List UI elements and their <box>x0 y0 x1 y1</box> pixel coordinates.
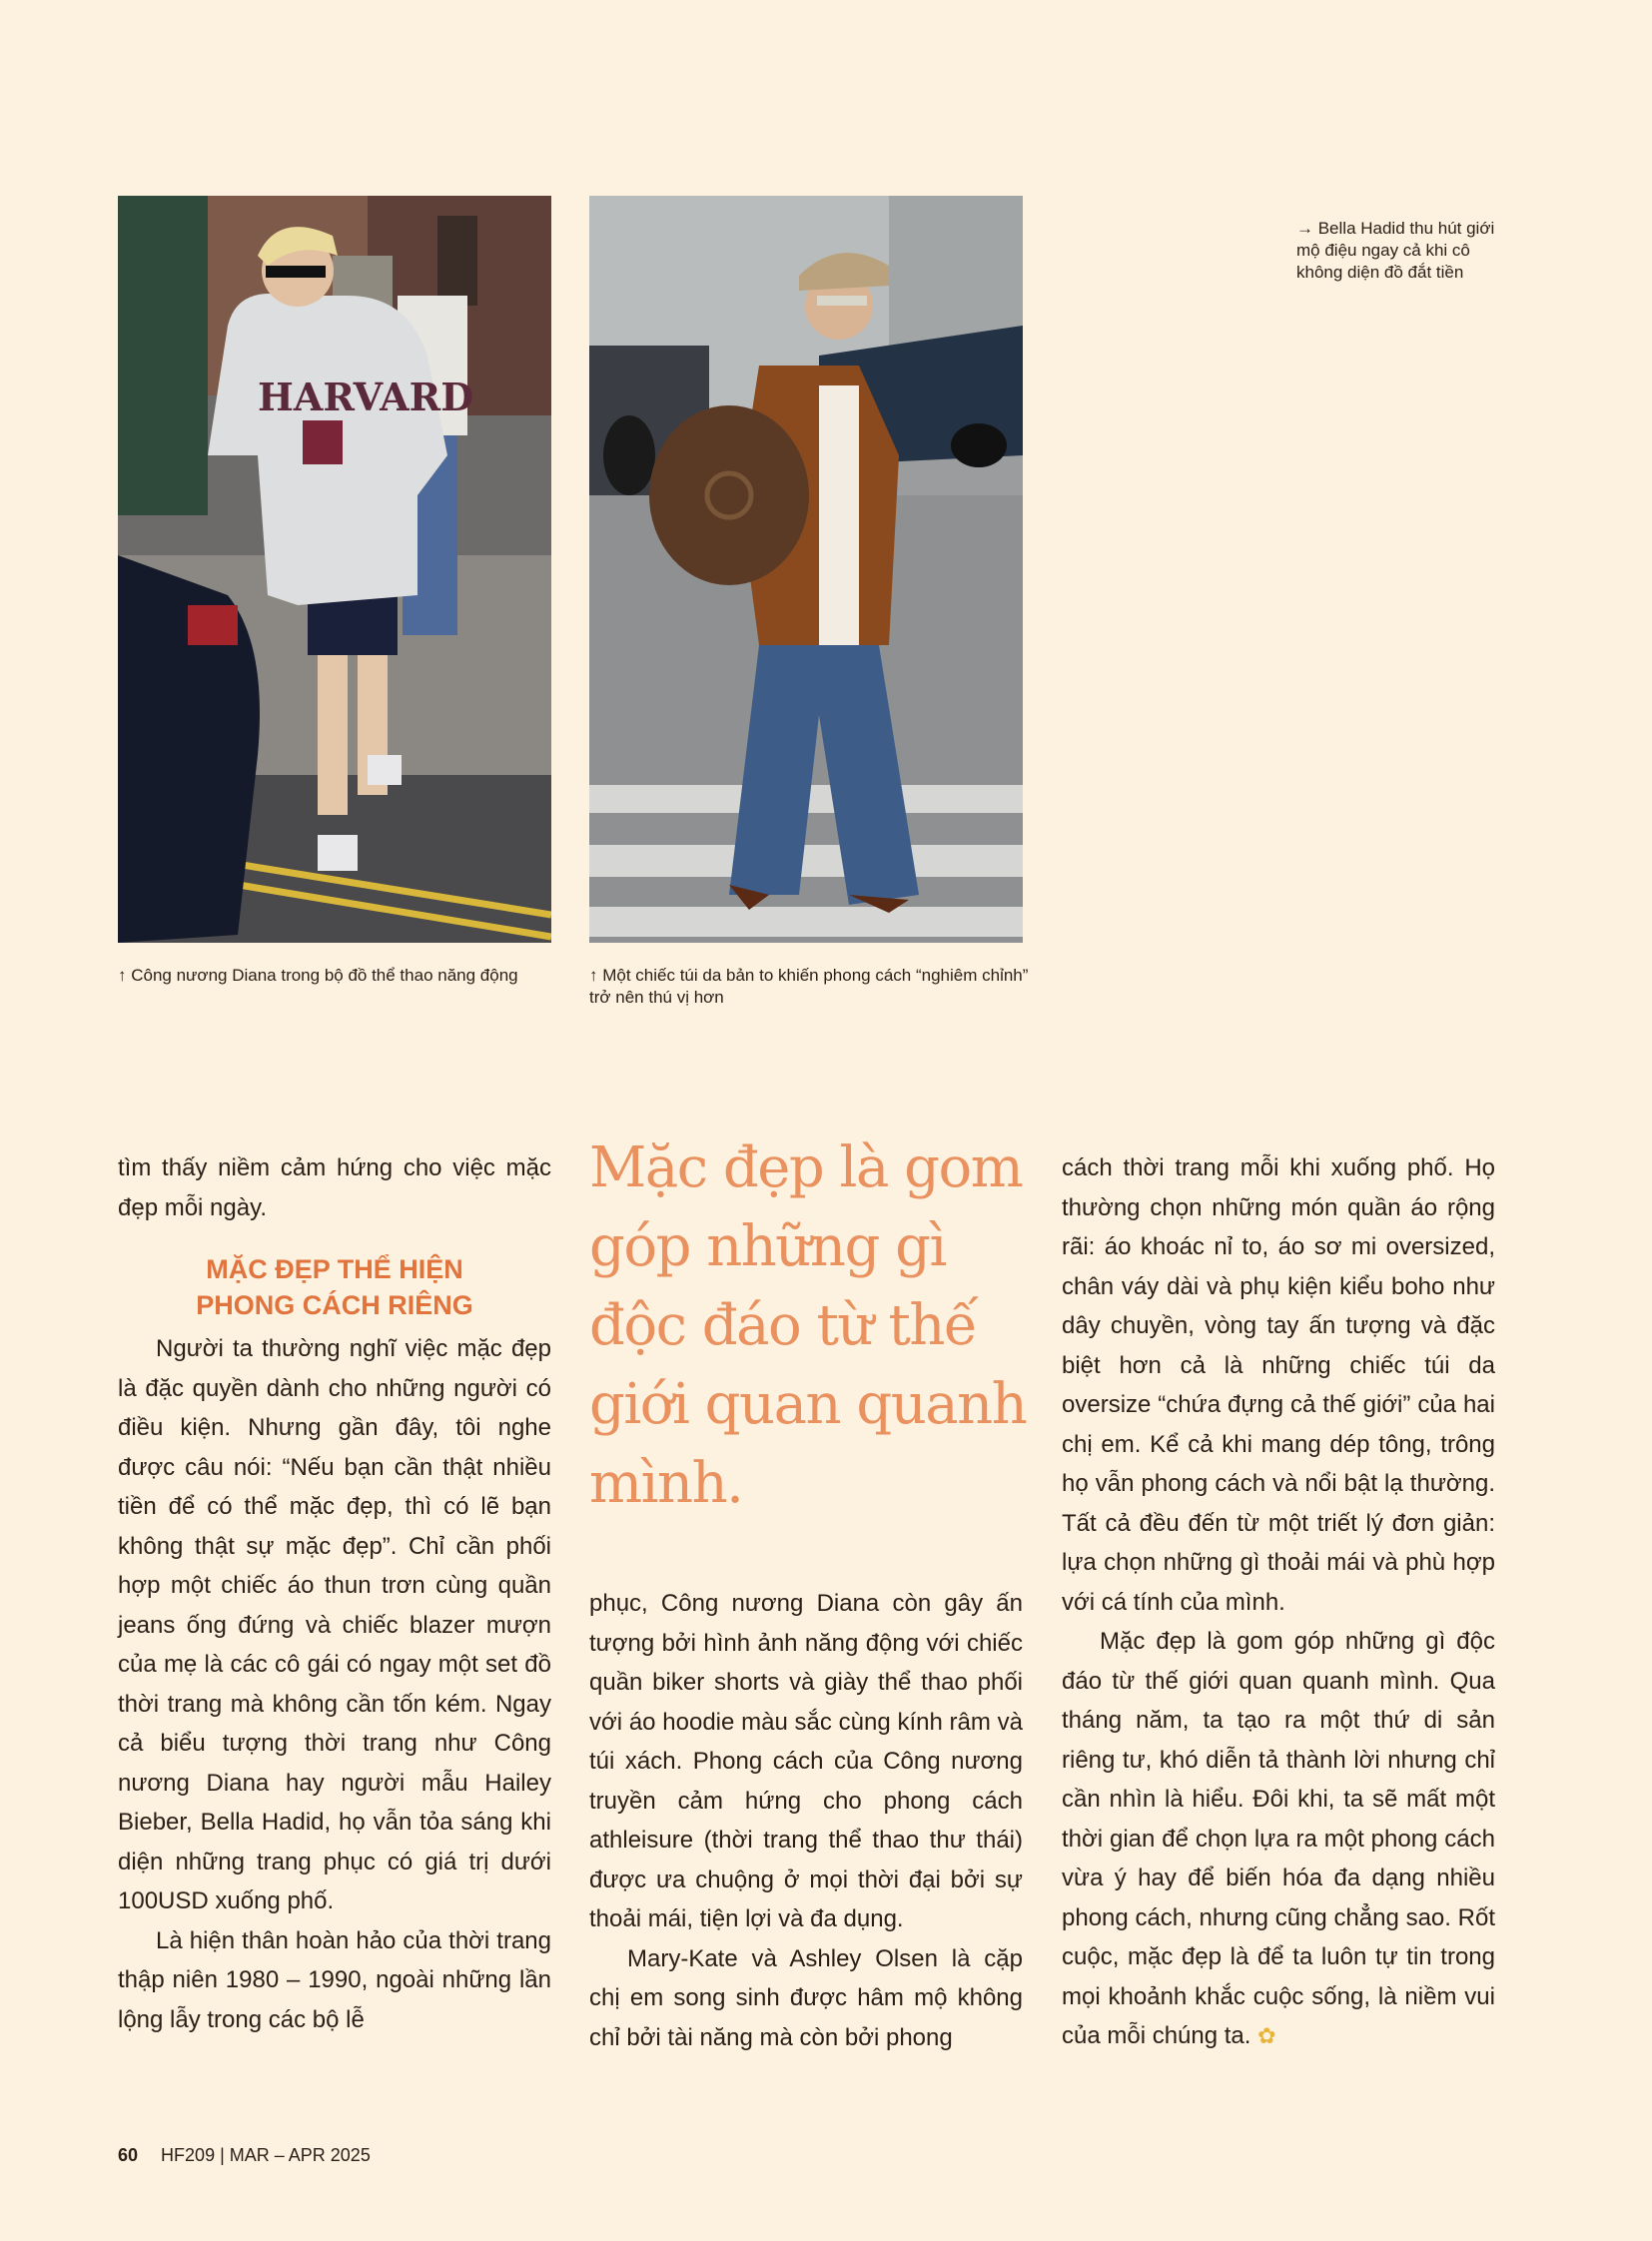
column-3-paragraph-2 <box>1062 1622 1495 2056</box>
page-footer <box>118 2145 371 2166</box>
section-heading-line-2: PHONG CÁCH RIÊNG <box>196 1290 473 1320</box>
section-heading <box>118 1251 551 1323</box>
bella-hadid-photo <box>589 196 1023 943</box>
diana-photo <box>118 196 551 943</box>
sweatshirt-harvard-text: HARVARD <box>258 374 474 419</box>
column-1-paragraph-1: Người ta thường nghĩ việc mặc đẹp là đặc quyền dành cho những người có điều kiện. Nhưng gần đây, tôi nghe được câu nói: “Nếu bạn cần thật nhiều tiền để có thể mặc đẹp, thì có lẽ bạn không thật sự mặc đẹp”. Chỉ cần phối hợp một chiếc áo thun trơn cùng quần jeans ống đứng và chiếc blazer mượn của mẹ là các cô gái có ngay một set đồ thời trang mà không cần tốn kém. Ngay cả biểu tượng thời trang như Công nương Diana hay người mẫu Hailey Bieber, Bella Hadid, họ vẫn tỏa sáng khi diện những trang phục có giá trị dưới 100USD xuống phố. <box>118 1335 551 1914</box>
column-3-paragraph-2-text: Mặc đẹp là gom góp những gì độc đáo từ thế giới quan quanh mình. Qua tháng năm, ta tạo ra một thứ di sản riêng tư, khó diễn tả thành lời nhưng chỉ cần nhìn là hiểu. Đôi khi, ta sẽ mất một thời gian để chọn lựa ra một phong cách vừa ý hay để biến hóa đa dạng nhiều phong cách, nhưng cũng chẳng sao. Rốt cuộc, mặc đẹp là để ta luôn tự tin trong mọi khoảnh khắc cuộc sống, là niềm vui của mỗi chúng ta. <box>1062 1628 1495 2049</box>
page-number: 60 <box>118 2145 139 2165</box>
issue-info: HF209 | MAR – APR 2025 <box>161 2145 371 2165</box>
lotus-icon: ✿ <box>1257 2023 1276 2048</box>
article-column-3 <box>1062 1148 1495 2056</box>
pull-quote: Mặc đẹp là gom góp những gì độc đáo từ thế giới quan quanh mình. <box>589 1135 1027 1516</box>
column-1-intro: tìm thấy niềm cảm hứng cho việc mặc đẹp mỗi ngày. <box>118 1154 551 1221</box>
article-column-1 <box>118 1148 551 2039</box>
diana-photo-caption: ↑ Công nương Diana trong bộ đồ thể thao năng động <box>118 966 518 985</box>
section-heading-line-1: MẶC ĐẸP THỂ HIỆN <box>206 1254 463 1284</box>
bella-photo-caption: ↑ Một chiếc túi da bản to khiến phong cách “nghiêm chỉnh” trở nên thú vị hơn <box>589 966 1029 1007</box>
bella-side-caption: → Bella Hadid thu hút giới mộ điệu ngay cả khi cô không diện đồ đắt tiền <box>1296 219 1495 282</box>
column-1-paragraph-2: Là hiện thân hoàn hảo của thời trang thập niên 1980 – 1990, ngoài những lần lộng lẫy trong các bộ lễ <box>118 1926 551 2033</box>
column-2-paragraph-1: phục, Công nương Diana còn gây ấn tượng bởi hình ảnh năng động với chiếc quần biker shorts và giày thể thao phối với áo hoodie màu sắc cùng kính râm và túi xách. Phong cách của Công nương truyền cảm hứng cho phong cách athleisure (thời trang thể thao thư thái) được ưa chuộng ở mọi thời đại bởi sự thoải mái, tiện lợi và đa dụng. <box>589 1590 1023 1932</box>
column-3-paragraph-1: cách thời trang mỗi khi xuống phố. Họ thường chọn những món quần áo rộng rãi: áo khoác nỉ to, áo sơ mi oversized, chân váy dài và phụ kiện kiểu boho như dây chuyền, vòng tay ấn tượng và đặc biệt hơn cả là những chiếc túi da oversize “chứa đựng cả thế giới” của hai chị em. Kể cả khi mang dép tông, trông họ vẫn phong cách và nổi bật lạ thường. Tất cả đều đến từ một triết lý đơn giản: lựa chọn những gì thoải mái và phù hợp với cá tính của mình. <box>1062 1154 1495 1616</box>
column-2-paragraph-2: Mary-Kate và Ashley Olsen là cặp chị em song sinh được hâm mộ không chỉ bởi tài năng mà còn bởi phong <box>589 1944 1023 2051</box>
article-column-2 <box>589 1584 1023 2057</box>
